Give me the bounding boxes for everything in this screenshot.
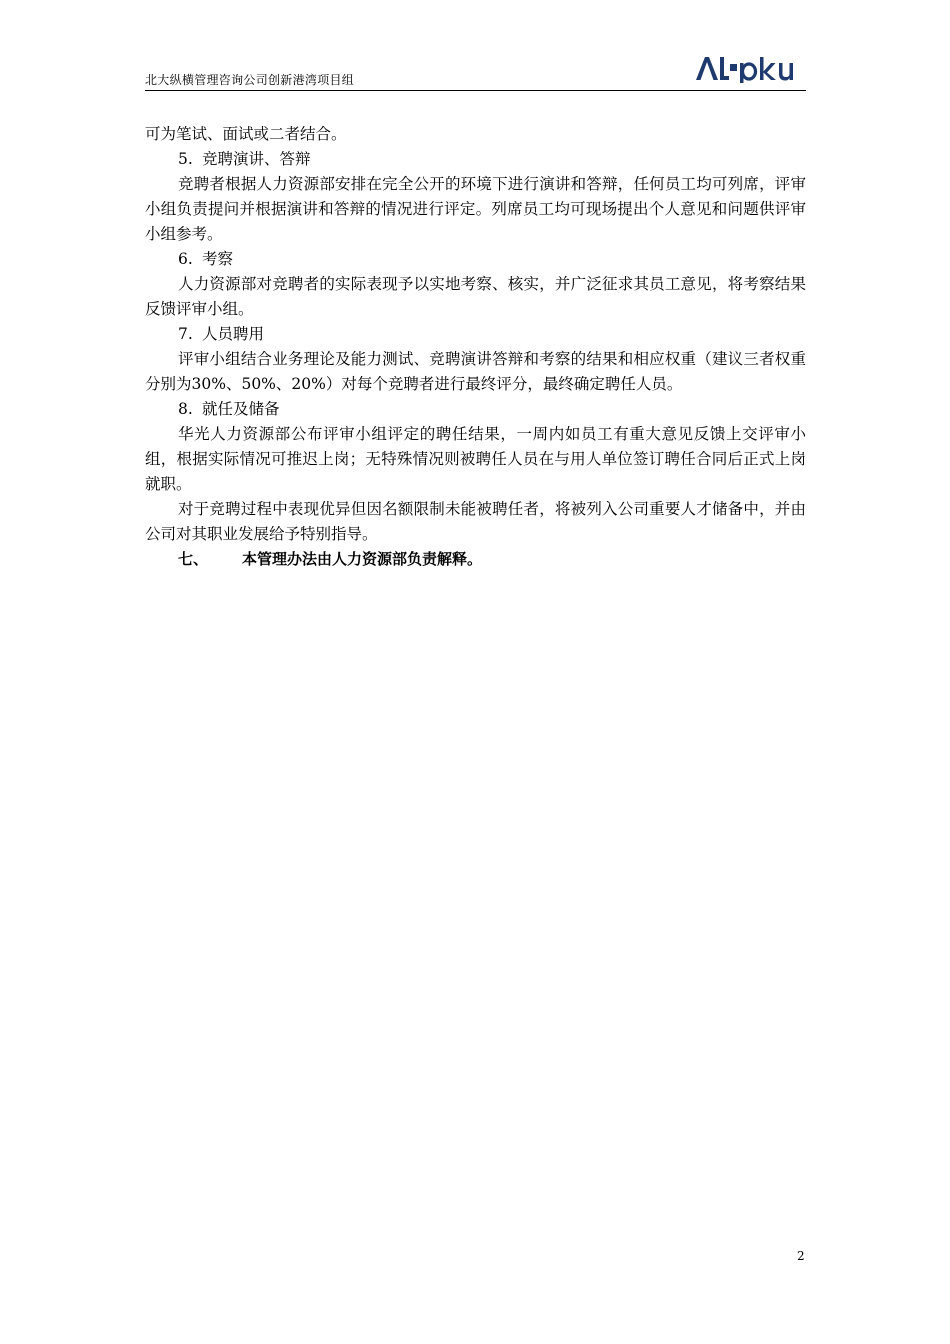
paragraph-speech-defense: 竞聘者根据人力资源部安排在完全公开的环境下进行演讲和答辩，任何员工均可列席，评审小组负责提问并根据演讲和答辩的情况进行评定。列席员工均可现场提出个人意见和问题供评审小组参考。 (145, 175, 806, 243)
paragraph-appointment: 华光人力资源部公布评审小组评定的聘任结果，一周内如员工有重大意见反馈上交评审小组，根据实际情况可推迟上岗；无特殊情况则被聘任人员在与用人单位签订聘任合同后正式上岗就职。 (145, 425, 806, 493)
document-body (145, 122, 806, 572)
list-item-6 (145, 247, 806, 272)
list-item-8 (145, 397, 806, 422)
list-item-number: 5. (178, 150, 193, 168)
list-item-7 (145, 322, 806, 347)
section-heading-7 (145, 547, 806, 572)
section-number: 七、 (178, 550, 209, 568)
list-item-title: 人员聘用 (202, 325, 265, 343)
list-item-number: 6. (178, 250, 193, 268)
list-item-title: 考察 (202, 250, 234, 268)
header-title: 北大纵横管理咨询公司创新港湾项目组 (145, 73, 355, 87)
list-item-title: 就任及储备 (202, 400, 280, 418)
section-text: 本管理办法由人力资源部负责解释。 (242, 550, 483, 568)
paragraph-continuation: 可为笔试、面试或二者结合。 (145, 125, 347, 143)
paragraph-hiring: 评审小组结合业务理论及能力测试、竞聘演讲答辩和考察的结果和相应权重（建议三者权重分别为30%、50%、20%）对每个竞聘者进行最终评分，最终确定聘任人员。 (145, 350, 806, 393)
list-item-number: 7. (178, 325, 193, 343)
list-item-title: 竞聘演讲、答辩 (202, 150, 311, 168)
paragraph-inspection: 人力资源部对竞聘者的实际表现予以实地考察、核实，并广泛征求其员工意见，将考察结果反馈评审小组。 (145, 275, 806, 318)
company-logo (694, 54, 806, 84)
page-header (145, 50, 806, 91)
list-item-number: 8. (178, 400, 193, 418)
page-number: 2 (797, 1249, 805, 1263)
list-item-5 (145, 147, 806, 172)
paragraph-talent-reserve: 对于竞聘过程中表现优异但因名额限制未能被聘任者，将被列入公司重要人才储备中，并由公司对其职业发展给予特别指导。 (145, 500, 806, 543)
